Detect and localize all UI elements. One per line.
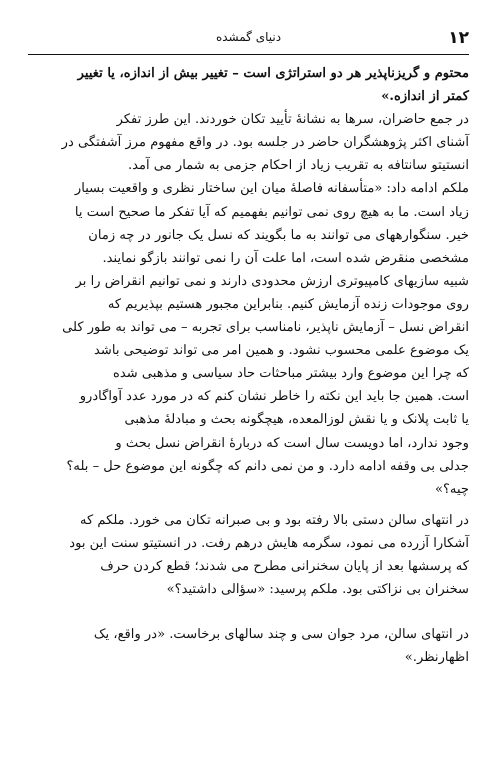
- page-number: ۱۲: [448, 28, 469, 48]
- text-line: زیاد است. ما به هیچ روی نمی توانیم بفهمیم که آیا تفکر ما صحیح است یا: [74, 204, 469, 220]
- text-line: انستیتو سانتافه به تقریب زیاد از احکام جزمی به شمار می آمد.: [127, 158, 469, 174]
- text-line: انقراض نسل – آزمایش ناپذیر، نامناسب برای تجربه – می تواند به طور کلی: [62, 320, 469, 336]
- text-line: در انتهای سالن، مرد جوان سی و چند سالهای برخاست. «در واقع، یک: [93, 627, 469, 643]
- text-line: که چرا این موضوع وارد بیشتر مباحثات حاد سیاسی و مذهبی شده: [113, 366, 469, 382]
- paragraph-5: [26, 623, 469, 669]
- paragraph-2: [26, 108, 469, 177]
- paragraph-3: [26, 177, 469, 500]
- text-line: در جمع حاضران، سرها به نشانهٔ تأیید تکان خوردند. این طرز تفکر: [116, 112, 469, 128]
- text-line: آشکارا آزرده می نمود، سگرمه هایش درهم رفت. در انستیتو سنت این بود: [69, 535, 469, 551]
- text-line: وجود ندارد، اما دویست سال است که دربارهٔ انقراض نسل بحث و: [115, 435, 469, 451]
- text-line: کمتر از اندازه.»: [381, 89, 469, 105]
- text-line: آشنای اکثر پژوهشگران حاضر در جلسه بود. در واقع مفهوم مرز آشفتگی در: [61, 135, 469, 151]
- paragraph-4: [26, 509, 469, 601]
- text-line: چیه؟»: [434, 481, 469, 497]
- text-line: جدلی بی وقفه ادامه دارد. و من نمی دانم که چگونه این موضوع حل – بله؟: [66, 458, 469, 474]
- page-body: [26, 62, 469, 669]
- paragraph-1: [26, 62, 469, 108]
- page-header: [28, 20, 469, 55]
- text-line: است. همین جا باید این نکته را خاطر نشان کنم که در مورد عدد آواگادرو: [79, 389, 469, 405]
- text-line: مشخصی منقرض شده است، اما علت آن را نمی توانند بازگو نمایند.: [102, 250, 469, 266]
- text-line: یک موضوع علمی محسوب نشود. و همین امر می تواند توضیحی باشد: [94, 343, 469, 359]
- text-line: شبیه سازیهای کامپیوتری ارزش محدودی دارند و نمی توانیم انقراض را بر: [75, 273, 469, 289]
- text-line: روی موجودات زنده آزمایش کنیم. بنابراین مجبور هستیم بپذیریم که: [107, 296, 469, 312]
- text-line: در انتهای سالن دستی بالا رفته بود و بی صبرانه تکان می خورد. ملکم که: [79, 512, 469, 528]
- text-line: ملکم ادامه داد: «متأسفانه فاصلهٔ میان این ساختار نظری و واقعیت بسیار: [74, 181, 469, 197]
- text-line: خیر. سنگوارههای می توانند به ما بگویند که نسل یک جانور در چه زمان: [88, 227, 469, 243]
- text-line: سخنران بی نزاکتی بود. ملکم پرسید: «سؤالی داشتید؟»: [166, 582, 469, 598]
- running-title: دنیای گمشده: [215, 30, 282, 44]
- text-line: یا ثابت پلانک و یا نقش لوزالمعده، هیچگونه بحث و مبادلهٔ مذهبی: [124, 412, 469, 428]
- text-line: که پرسشها بعد از پایان سخنرانی مطرح می شدند؛ قطع کردن حرف: [100, 558, 469, 574]
- text-line: محتوم و گریزناپذیر هر دو استراتژی است – تغییر بیش از اندازه، یا تغییر: [77, 66, 469, 81]
- text-line: اظهارنظر.»: [404, 650, 469, 666]
